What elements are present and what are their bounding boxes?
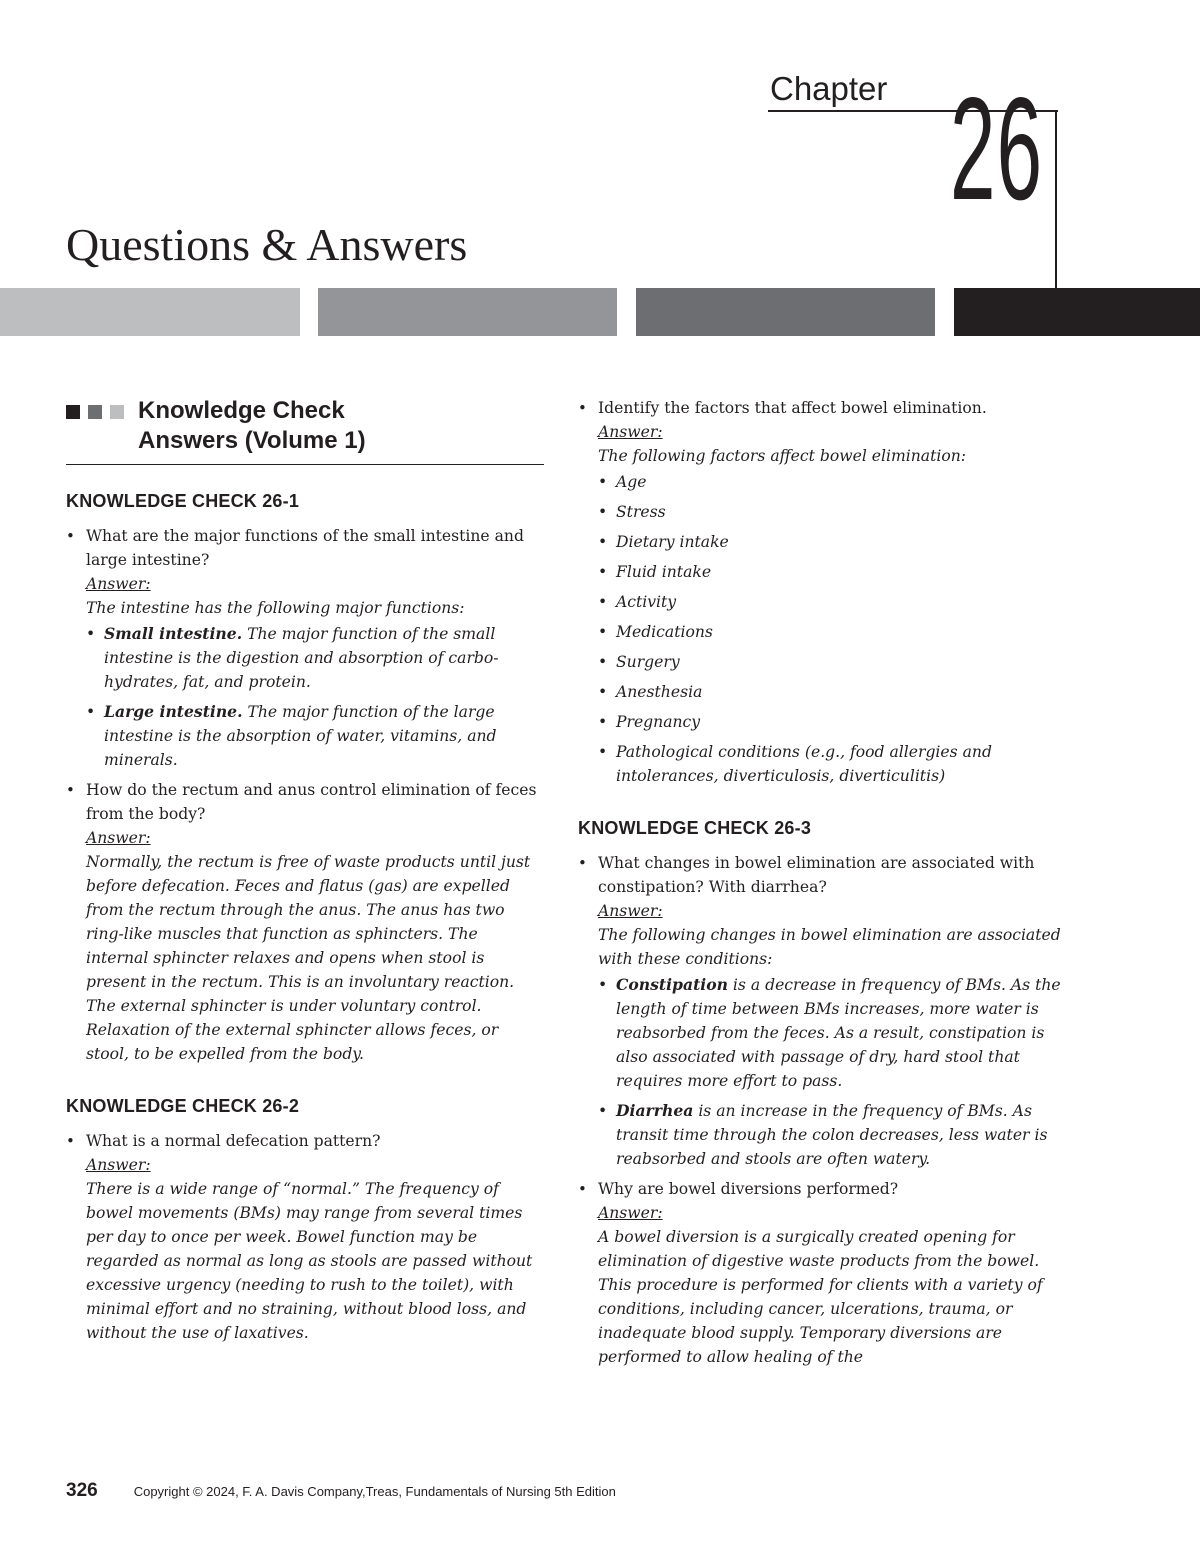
chapter-rule-vertical — [1055, 110, 1057, 288]
copyright-text: Copyright © 2024, F. A. Davis Company,Treas, Fundamentals of Nursing 5th Edition — [133, 1484, 616, 1499]
knowledge-check-heading: KNOWLEDGE CHECK 26-1 — [66, 491, 300, 511]
answer-subtext: is a decrease in frequency of BMs. As the length of time between BMs increases, more water is reabsorbed from the feces. As a result, constipation is also associated with passage of dry, hard stool that requires more effort to pass. — [616, 976, 1061, 1090]
knowledge-check-heading: KNOWLEDGE CHECK 26-3 — [578, 818, 812, 838]
answer-term: Large intestine. — [104, 702, 243, 721]
question-item — [578, 1177, 1064, 1369]
factor-item: • Surgery — [598, 650, 1064, 674]
question-list — [66, 524, 544, 1066]
factor-item: • Activity — [598, 590, 1064, 614]
answer-subitem — [86, 622, 544, 694]
square-bullet-gray — [88, 405, 102, 419]
question-item — [66, 524, 544, 772]
square-bullet-black — [66, 405, 80, 419]
answer-text: A bowel diversion is a surgically created opening for elimination of digestive waste products from the bowel. This procedure is performed for clients with a variety of conditions, including cancer, ulcerations, trauma, or inadequate blood supply. Temporary diversions are performed to allow healing of the — [598, 1228, 1043, 1366]
question-item — [66, 1129, 544, 1345]
question-text: How do the rectum and anus control elimination of feces from the body? — [86, 781, 537, 823]
left-column — [66, 396, 544, 1349]
answer-term: Constipation — [616, 975, 728, 994]
question-text: Identify the factors that affect bowel elimination. — [598, 399, 987, 417]
knowledge-check-heading: KNOWLEDGE CHECK 26-2 — [66, 1096, 300, 1116]
answer-subtext: is an increase in the frequency of BMs. As transit time through the colon decreases, less water is reabsorbed and stools are often watery. — [616, 1102, 1048, 1168]
question-text: What changes in bowel elimination are associated with constipation? With diarrhea? — [598, 854, 1035, 896]
question-item — [578, 396, 1064, 788]
answer-term: Diarrhea — [616, 1101, 694, 1120]
answer-label: Answer: — [86, 575, 151, 593]
page-footer — [66, 1480, 616, 1502]
answer-subtext: The major function of the large intestine is the absorption of water, vitamins, and minerals. — [104, 703, 497, 769]
right-column — [578, 396, 1064, 1373]
factor-list — [598, 470, 1064, 788]
factor-item: • Pathological conditions (e.g., food allergies and intolerances, diverticulosis, diverticulitis) — [598, 740, 1064, 788]
section-header — [66, 396, 544, 465]
question-item — [578, 851, 1064, 1171]
header-band-black — [954, 288, 1200, 336]
header-band-medium — [318, 288, 617, 336]
answer-label: Answer: — [598, 423, 663, 441]
answer-label: Answer: — [598, 1204, 663, 1222]
section-title: Knowledge Check Answers (Volume 1) — [138, 397, 366, 454]
answer-term: Small intestine. — [104, 624, 243, 643]
answer-intro: The intestine has the following major functions: — [86, 599, 465, 617]
header-band-dark — [636, 288, 935, 336]
question-text: What are the major functions of the small intestine and large intestine? — [86, 527, 524, 569]
factor-item: • Pregnancy — [598, 710, 1064, 734]
question-list — [578, 396, 1064, 788]
question-item — [66, 778, 544, 1066]
answer-label: Answer: — [86, 829, 151, 847]
page-number: 326 — [66, 1480, 98, 1501]
question-text: What is a normal defecation pattern? — [86, 1132, 381, 1150]
answer-subtext: The major function of the small intestine is the digestion and absorption of carbo-hydrates, fat, and protein. — [104, 625, 499, 691]
page-title: Questions & Answers — [66, 219, 468, 270]
factor-item: • Stress — [598, 500, 1064, 524]
factor-item: • Medications — [598, 620, 1064, 644]
question-list — [66, 1129, 544, 1345]
header-band-light — [0, 288, 300, 336]
answer-sublist — [86, 622, 544, 772]
chapter-label: Chapter — [770, 70, 888, 107]
factor-item: • Anesthesia — [598, 680, 1064, 704]
square-bullet-light — [110, 405, 124, 419]
factor-item: • Fluid intake — [598, 560, 1064, 584]
answer-label: Answer: — [86, 1156, 151, 1174]
chapter-number: 26 — [950, 67, 1044, 230]
answer-intro: The following changes in bowel elimination are associated with these conditions: — [598, 926, 1061, 968]
answer-intro: The following factors affect bowel elimination: — [598, 447, 967, 465]
answer-label: Answer: — [598, 902, 663, 920]
answer-subitem — [598, 1099, 1064, 1171]
answer-text: There is a wide range of “normal.” The frequency of bowel movements (BMs) may range from several times per day to once per week. Bowel function may be regarded as normal as long as stools are passed without excessive urgency (needing to rush to the toilet), with minimal effort and no straining, without blood loss, and without the use of laxatives. — [86, 1180, 533, 1342]
answer-subitem — [598, 973, 1064, 1093]
answer-text: Normally, the rectum is free of waste products until just before defecation. Feces and flatus (gas) are expelled from the rectum through the anus. The anus has two ring-like muscles that function as sphincters. The internal sphincter relaxes and opens when stool is present in the rectum. This is an involuntary reaction. The external sphincter is under voluntary control. Relaxation of the external sphincter allows feces, or stool, to be expelled from the body. — [86, 853, 531, 1063]
question-text: Why are bowel diversions performed? — [598, 1180, 899, 1198]
answer-sublist — [598, 973, 1064, 1171]
factor-item: • Dietary intake — [598, 530, 1064, 554]
factor-item: • Age — [598, 470, 1064, 494]
question-list — [578, 851, 1064, 1369]
answer-subitem — [86, 700, 544, 772]
